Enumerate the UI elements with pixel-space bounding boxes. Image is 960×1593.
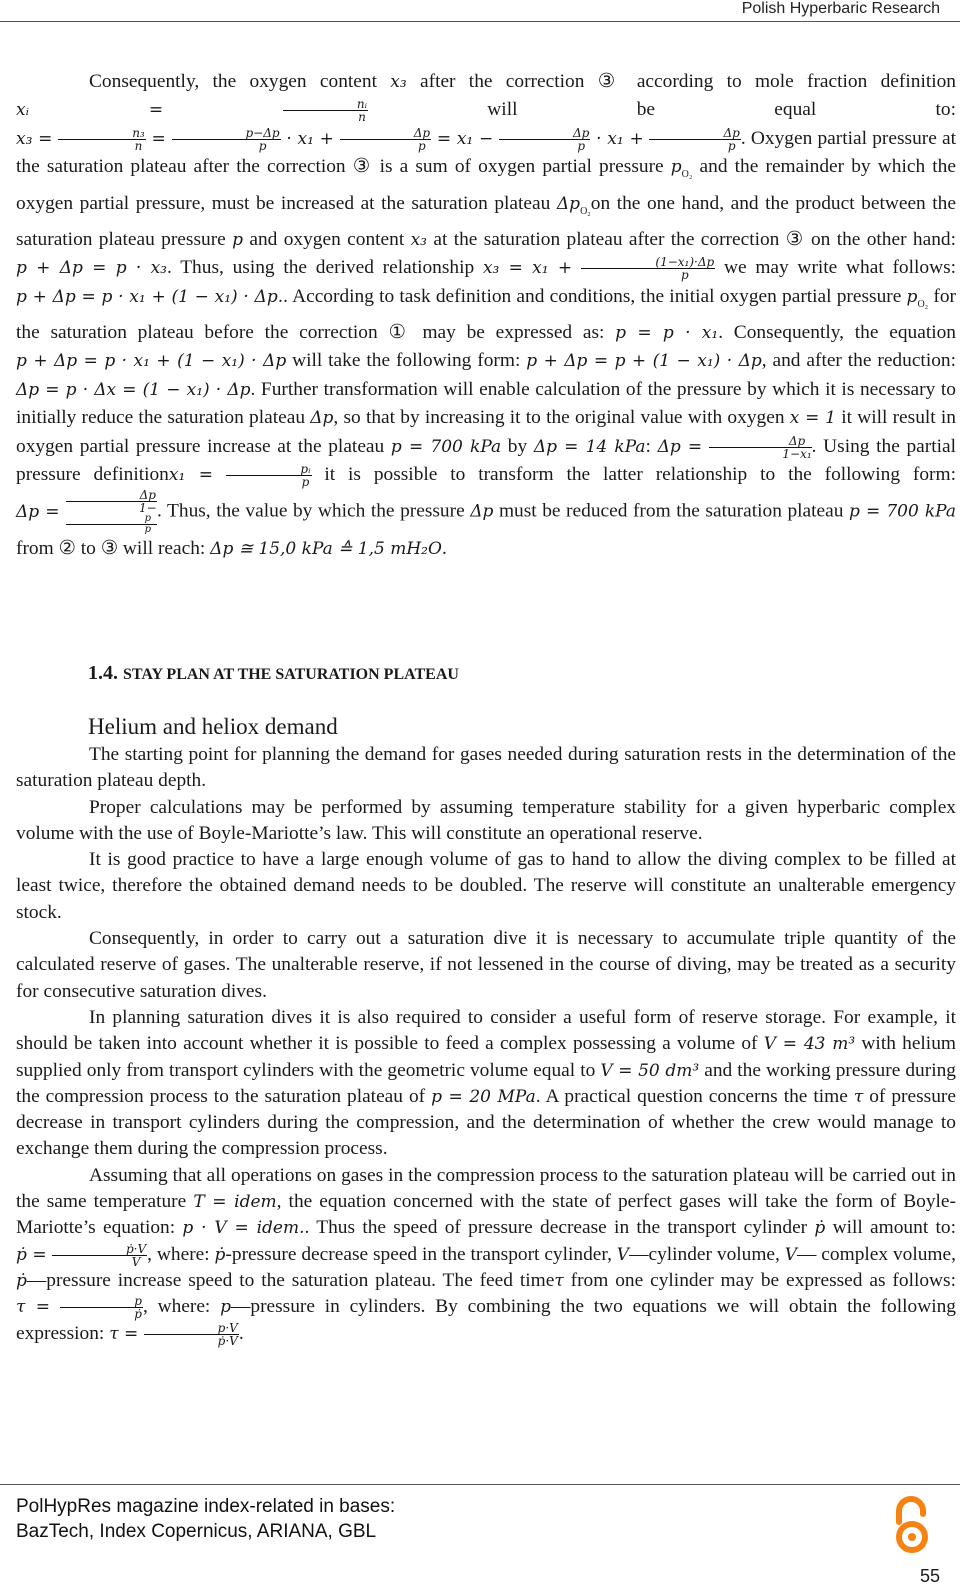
running-header: Polish Hyperbaric Research xyxy=(741,0,940,17)
paragraph-boyle-mariotte: Assuming that all operations on gases in the compression process to the saturation plateau will be carried out in the same temperature T = idem, the equation concerned with the state of perfect gases will take the form of Boyle-Mariotte’s equation: p · V = idem.. Thus the speed of pressure decrease in the transport cylinder ṗ will amount to: ṗ = $\frac{\text{ṗ·V}}{V}$ , where: ṗ-pressure decrease speed in the transport cylinder, V—cylinder volume, V— complex volume, ṗ—pressure increase speed to the saturation plateau. The feed timeτ from one cylinder may be expressed as follows: τ = $\frac{p}{\text{ṗ}}$ , where: p—pressure in cylinders. By combining the two equations we will obtain the following expression: τ = $\frac{p\cdot V}{\text{ṗ·V}}$ . xyxy=(16,1164,956,1348)
section-title: STAY PLAN AT THE SATURATION PLATEAU xyxy=(123,666,459,683)
paragraph-calculations: Proper calculations may be performed by assuming temperature stability for a given hyperbaric complex volume with the use of Boyle-Mariotte’s law. This will constitute an operational reserve. xyxy=(16,796,956,844)
footer-line-1: PolHypRes magazine index-related in bases: xyxy=(16,1496,396,1517)
footer-line-2: BazTech, Index Copernicus, ARIANA, GBL xyxy=(16,1521,377,1542)
footer-index-info xyxy=(16,1494,395,1544)
paragraph-starting-point: The starting point for planning the demand for gases needed during saturation rests in the determination of the saturation plateau depth. xyxy=(16,744,956,792)
footer-divider xyxy=(0,1484,960,1485)
paragraph-good-practice: It is good practice to have a large enough volume of gas to hand to allow the diving complex to be filled at least twice, therefore the obtained demand needs to be doubled. The reserve will constitute an unalterable emergency stock. xyxy=(16,849,956,923)
section-number: 1.4. xyxy=(88,662,118,684)
body-top xyxy=(16,68,956,564)
open-access-icon xyxy=(890,1496,934,1554)
page-number: 55 xyxy=(919,1566,940,1586)
subsection-heading: Helium and heliox demand xyxy=(88,714,338,739)
paragraph-oxygen-correction: Consequently, the oxygen content x₃ after the correction ③ according to mole fraction definition xᵢ = $\frac{\text{nᵢ}}{n}$ will be equal to: x₃ = $\frac{\text{n₃}}{n}$ = $\frac{p-\Delta p}{p}$ · x₁ + $\frac{\Delta p}{p}$ = x₁ − $\frac{\Delta p}{p}$ · x₁ + $\frac{\Delta p}{p}$ . Oxygen partial pressure at the saturation plateau after the correction ③ is a sum of oxygen partial pressure $p_{O_2}$ and the remainder by which the oxygen partial pressure, must be increased at the saturation plateau $\Delta p_{O_2}on$ the one hand, and the product between the saturation plateau pressure p and oxygen content x₃ at the saturation plateau after the correction ③ on the other hand: p + Δp = p · x₃. Thus, using the derived relationship x₃ = x₁ + $\frac{\text{(1−x₁)·Δp}}{p}$ we may write what follows: p + Δp = p · x₁ + (1 − x₁) · Δp.. According to task definition and conditions, the initial oxygen partial pressure $p_{O_2}$ for the saturation plateau before the correction ① may be expressed as: p = p · x₁. Consequently, the equation p + Δp = p · x₁ + (1 − x₁) · Δp will take the following form: p + Δp = p + (1 − x₁) · Δp, and after the reduction: Δp = p · Δx = (1 − x₁) · Δp. Further transformation will enable calculation of the pressure by which it is necessary to initially reduce the saturation plateau Δp, so that by increasing it to the original value with oxygen x = 1 it will result in oxygen partial pressure increase at the plateau p = 700 kPa by Δp = 14 kPa: Δp = $\frac{\Delta p}{\text{1−x₁}}$ . Using the partial pressure definitionx₁ = $\frac{\text{pᵢ}}{p}$ it is possible to transform the latter relationship to the following form: Δp = Δp 1− p p . Thus, the value by which the pressure Δp must be reduced from the saturation plateau p = 700 kPa from ② to ③ will reach: Δp ≅ 15,0 kPa ≙ 1,5 mH₂O. xyxy=(16,71,957,560)
header-divider xyxy=(0,21,960,22)
section-heading xyxy=(88,662,459,685)
body-bottom xyxy=(16,742,956,1347)
paragraph-reserve-storage: In planning saturation dives it is also required to consider a useful form of reserve storage. For example, it should be taken into account whether it is possible to feed a complex possessing a volume of V = 43 m³ with helium supplied only from transport cylinders with the geometric volume equal to V = 50 dm³ and the working pressure during the compression process to the saturation plateau of p = 20 MPa. A practical question concerns the time τ of pressure decrease in transport cylinders during the compression, and the determination of whether the crew would manage to exchange them during the compression process. xyxy=(16,1006,956,1160)
formula-x3: x₃ = $\frac{\text{n₃}}{n}$ = $\frac{p-\Delta p}{p}$ · x₁ + $\frac{\Delta p}{p}$ = x₁ − $\frac{\Delta p}{p}$ · x₁ + $\frac{\Delta p}{p}$ xyxy=(16,125,740,153)
paragraph-triple-reserve: Consequently, in order to carry out a saturation dive it is necessary to accumulate triple quantity of the calculated reserve of gases. The unalterable reserve, if not lessened in the course of diving, may be treated as a security for consecutive saturation dives. xyxy=(16,928,956,1002)
formula-mole-fraction: xᵢ = $\frac{\text{nᵢ}}{n}$ xyxy=(16,97,368,125)
